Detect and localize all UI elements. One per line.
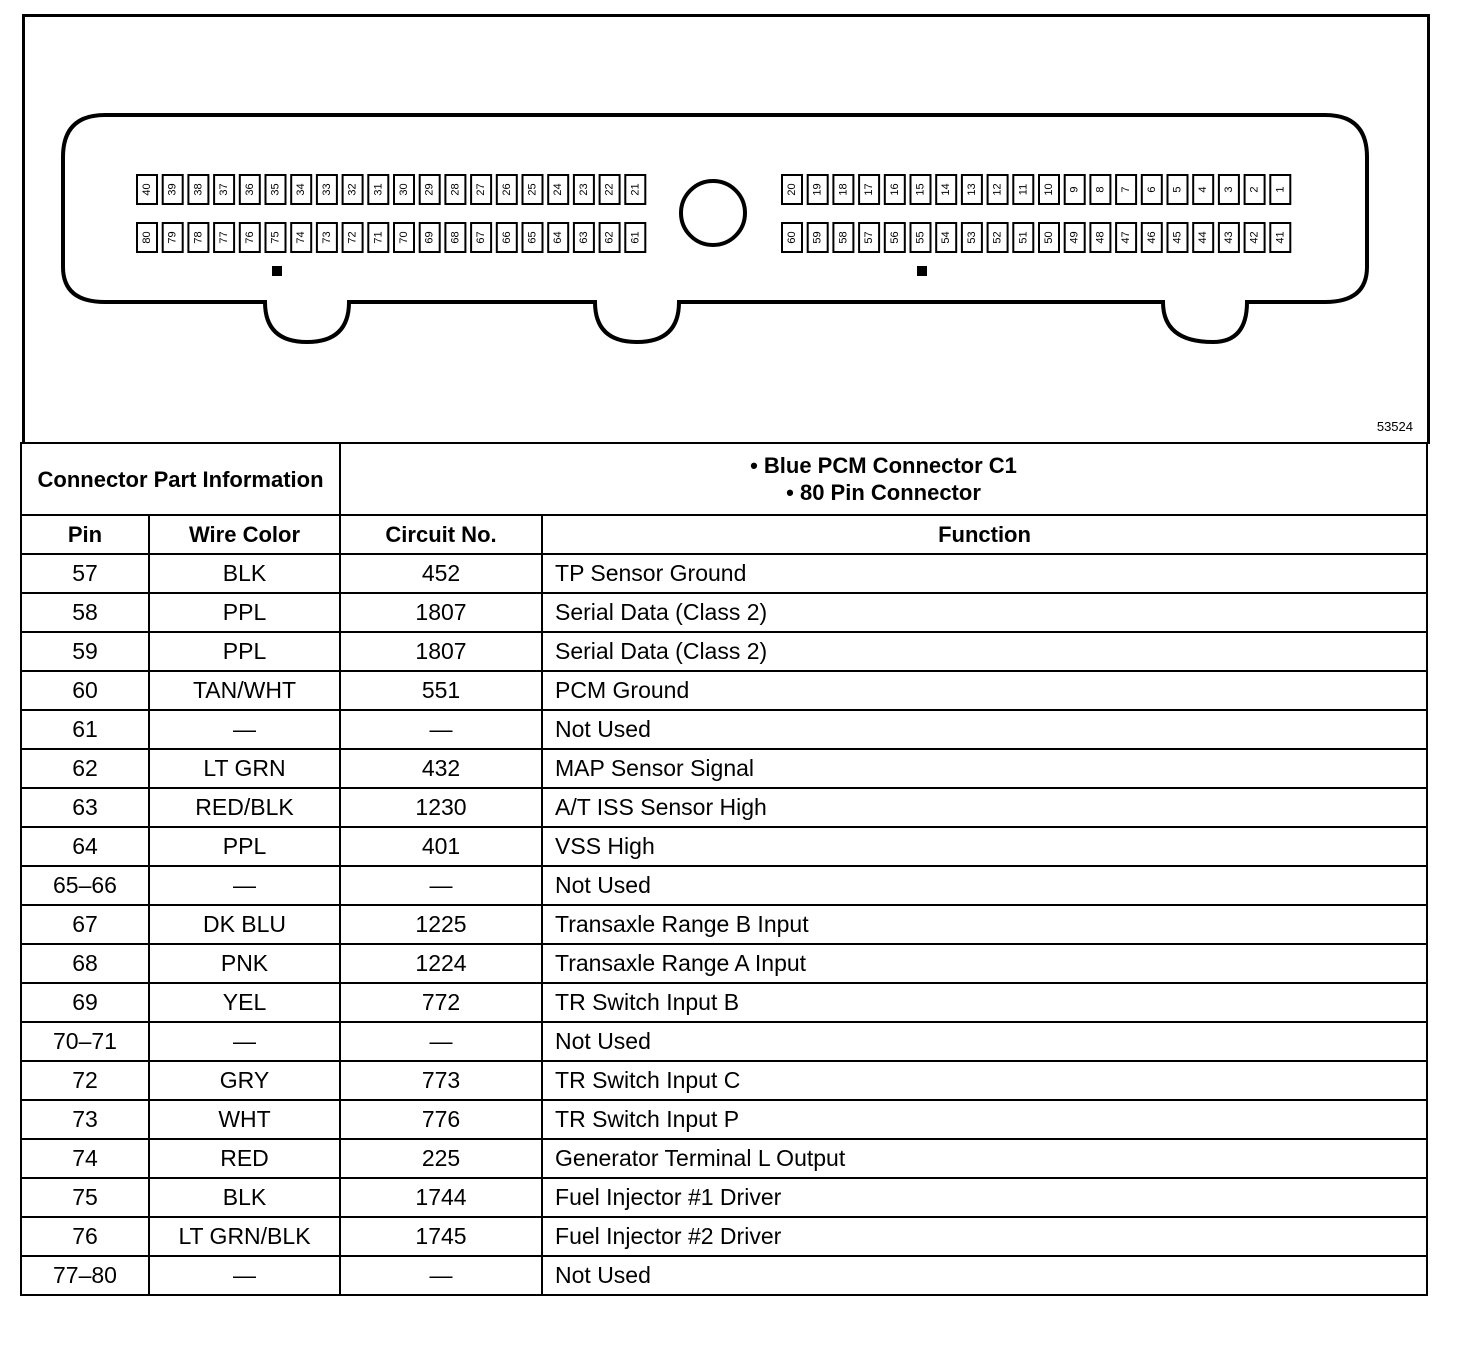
pin-number: 67: [475, 231, 488, 244]
pin-cell: 62: [21, 749, 149, 788]
table-row: [21, 1061, 1427, 1100]
pin-number: 3: [1222, 186, 1235, 193]
function-cell: Not Used: [542, 1022, 1427, 1061]
pin-number: 41: [1274, 231, 1287, 244]
pin-number: 70: [398, 231, 410, 244]
pin-number: 68: [449, 231, 462, 244]
pin-number: 73: [320, 231, 333, 244]
pin-number: 23: [577, 183, 590, 196]
table-row: [21, 1256, 1427, 1295]
pin-cell: 64: [21, 827, 149, 866]
pin-number: 43: [1222, 231, 1235, 244]
connector-info-line: • 80 Pin Connector: [786, 480, 981, 505]
pin-number: 47: [1120, 231, 1133, 244]
left-key-marker: [272, 266, 282, 276]
table-row: [21, 944, 1427, 983]
pin-grid: [137, 175, 1290, 252]
table-row: [21, 710, 1427, 749]
table-row: [21, 671, 1427, 710]
wire-color-cell: —: [149, 710, 340, 749]
table-row: [21, 1022, 1427, 1061]
wire-color-cell: —: [149, 1256, 340, 1295]
pin-number: 51: [1017, 231, 1030, 244]
function-cell: TR Switch Input B: [542, 983, 1427, 1022]
function-cell: A/T ISS Sensor High: [542, 788, 1427, 827]
pin-cell: 58: [21, 593, 149, 632]
function-cell: Serial Data (Class 2): [542, 593, 1427, 632]
figure-id: 53524: [1376, 419, 1413, 434]
function-cell: PCM Ground: [542, 671, 1427, 710]
function-cell: VSS High: [542, 827, 1427, 866]
pin-cell: 74: [21, 1139, 149, 1178]
pin-number: 7: [1120, 186, 1133, 193]
table-row: [21, 788, 1427, 827]
pin-number: 15: [914, 183, 927, 196]
pin-number: 63: [577, 231, 590, 244]
pin-number: 14: [940, 183, 953, 196]
pin-number: 31: [372, 183, 385, 196]
pin-number: 40: [141, 183, 153, 196]
connector-part-info-label: Connector Part Information: [21, 443, 340, 515]
pin-number: 36: [243, 183, 256, 196]
circuit-no-cell: 452: [340, 554, 542, 593]
circuit-no-cell: 1744: [340, 1178, 542, 1217]
wire-color-cell: PPL: [149, 632, 340, 671]
function-cell: Not Used: [542, 1256, 1427, 1295]
circuit-no-cell: 1230: [340, 788, 542, 827]
wire-color-cell: PNK: [149, 944, 340, 983]
pin-number: 49: [1068, 231, 1081, 244]
function-cell: Generator Terminal L Output: [542, 1139, 1427, 1178]
pin-cell: 67: [21, 905, 149, 944]
table-row: [21, 1178, 1427, 1217]
pin-number: 11: [1017, 183, 1030, 196]
pin-rows: [21, 554, 1427, 1295]
wire-color-cell: —: [149, 1022, 340, 1061]
pin-number: 59: [811, 231, 824, 244]
wire-color-cell: —: [149, 866, 340, 905]
right-key-marker: [917, 266, 927, 276]
pin-number: 48: [1094, 231, 1107, 244]
column-header-row: [21, 515, 1427, 554]
pin-number: 39: [166, 183, 179, 196]
wire-color-cell: BLK: [149, 1178, 340, 1217]
pin-cell: 63: [21, 788, 149, 827]
pin-number: 62: [603, 231, 616, 244]
circuit-no-cell: 1745: [340, 1217, 542, 1256]
table-row: [21, 866, 1427, 905]
table-row: [21, 1217, 1427, 1256]
pin-number: 20: [786, 183, 798, 196]
connector-center-hole: [681, 181, 745, 245]
pin-number: 19: [811, 183, 824, 196]
circuit-no-cell: 772: [340, 983, 542, 1022]
column-header-wire-color: Wire Color: [149, 515, 340, 554]
circuit-no-cell: 1225: [340, 905, 542, 944]
pin-cell: 77–80: [21, 1256, 149, 1295]
pin-number: 76: [243, 231, 256, 244]
pin-number: 45: [1171, 231, 1184, 244]
pin-number: 69: [423, 231, 436, 244]
pin-number: 55: [914, 231, 927, 244]
circuit-no-cell: 432: [340, 749, 542, 788]
circuit-no-cell: 1807: [340, 632, 542, 671]
pin-table: [20, 442, 1428, 1296]
pin-number: 32: [346, 183, 359, 196]
circuit-no-cell: 401: [340, 827, 542, 866]
pin-number: 71: [372, 231, 385, 244]
circuit-no-cell: —: [340, 866, 542, 905]
pin-number: 61: [629, 231, 642, 244]
pin-number: 18: [837, 183, 850, 196]
circuit-no-cell: —: [340, 710, 542, 749]
pin-number: 8: [1094, 186, 1107, 193]
pin-number: 30: [398, 183, 410, 196]
table-row: [21, 632, 1427, 671]
pin-number: 42: [1248, 231, 1261, 244]
pin-number: 74: [295, 231, 308, 244]
pin-number: 28: [449, 183, 462, 196]
table-row: [21, 827, 1427, 866]
pin-number: 17: [863, 183, 876, 196]
pin-number: 37: [218, 183, 231, 196]
pin-number: 57: [863, 231, 876, 244]
pin-number: 80: [141, 231, 153, 244]
pin-number: 22: [603, 183, 616, 196]
function-cell: TR Switch Input C: [542, 1061, 1427, 1100]
function-cell: Serial Data (Class 2): [542, 632, 1427, 671]
pin-number: 60: [786, 231, 798, 244]
pin-number: 5: [1171, 186, 1184, 193]
pin-number: 75: [269, 231, 282, 244]
pin-number: 79: [166, 231, 179, 244]
wire-color-cell: WHT: [149, 1100, 340, 1139]
column-header-pin: Pin: [21, 515, 149, 554]
wire-color-cell: YEL: [149, 983, 340, 1022]
pin-number: 29: [423, 183, 436, 196]
pin-number: 10: [1043, 183, 1055, 196]
pin-number: 25: [526, 183, 539, 196]
pin-number: 50: [1043, 231, 1055, 244]
table-row: [21, 554, 1427, 593]
table-row: [21, 593, 1427, 632]
pin-number: 9: [1068, 186, 1081, 193]
pin-cell: 72: [21, 1061, 149, 1100]
pin-number: 24: [552, 183, 565, 196]
pin-cell: 57: [21, 554, 149, 593]
circuit-no-cell: —: [340, 1022, 542, 1061]
pin-number: 58: [837, 231, 850, 244]
function-cell: TR Switch Input P: [542, 1100, 1427, 1139]
connector-info-lines: [340, 443, 1427, 515]
pin-number: 4: [1197, 186, 1210, 193]
pin-cell: 61: [21, 710, 149, 749]
pin-number: 16: [888, 183, 901, 196]
wire-color-cell: PPL: [149, 593, 340, 632]
function-cell: Not Used: [542, 710, 1427, 749]
wire-color-cell: RED: [149, 1139, 340, 1178]
pin-cell: 73: [21, 1100, 149, 1139]
function-cell: Fuel Injector #1 Driver: [542, 1178, 1427, 1217]
circuit-no-cell: 1224: [340, 944, 542, 983]
pin-number: 66: [500, 231, 513, 244]
wire-color-cell: RED/BLK: [149, 788, 340, 827]
function-cell: TP Sensor Ground: [542, 554, 1427, 593]
pin-cell: 75: [21, 1178, 149, 1217]
connector-info-line: • Blue PCM Connector C1: [750, 453, 1017, 478]
pin-number: 26: [500, 183, 513, 196]
column-header-function: Function: [542, 515, 1427, 554]
pin-cell: 59: [21, 632, 149, 671]
function-cell: Transaxle Range A Input: [542, 944, 1427, 983]
function-cell: Fuel Injector #2 Driver: [542, 1217, 1427, 1256]
pin-number: 27: [475, 183, 488, 196]
circuit-no-cell: 1807: [340, 593, 542, 632]
wire-color-cell: PPL: [149, 827, 340, 866]
function-cell: Transaxle Range B Input: [542, 905, 1427, 944]
table-row: [21, 905, 1427, 944]
circuit-no-cell: 225: [340, 1139, 542, 1178]
pin-number: 65: [526, 231, 539, 244]
function-cell: Not Used: [542, 866, 1427, 905]
pin-number: 54: [940, 231, 953, 244]
pin-cell: 69: [21, 983, 149, 1022]
circuit-no-cell: 551: [340, 671, 542, 710]
pin-number: 64: [552, 231, 565, 244]
table-row: [21, 1100, 1427, 1139]
pin-number: 21: [629, 183, 642, 196]
pin-number: 2: [1248, 186, 1261, 193]
pin-number: 78: [192, 231, 205, 244]
table-row: [21, 749, 1427, 788]
pin-number: 44: [1197, 231, 1210, 244]
pin-number: 13: [965, 183, 978, 196]
wire-color-cell: DK BLU: [149, 905, 340, 944]
pin-cell: 65–66: [21, 866, 149, 905]
pin-number: 1: [1274, 186, 1287, 193]
wire-color-cell: LT GRN: [149, 749, 340, 788]
wire-color-cell: GRY: [149, 1061, 340, 1100]
pin-number: 38: [192, 183, 205, 196]
pin-number: 6: [1145, 186, 1158, 193]
circuit-no-cell: —: [340, 1256, 542, 1295]
function-cell: MAP Sensor Signal: [542, 749, 1427, 788]
connector-figure: [22, 14, 1430, 444]
pin-cell: 68: [21, 944, 149, 983]
pin-number: 53: [965, 231, 978, 244]
pin-cell: 70–71: [21, 1022, 149, 1061]
column-header-circuit-no: Circuit No.: [340, 515, 542, 554]
pin-number: 56: [888, 231, 901, 244]
connector-body-outline: [63, 115, 1367, 342]
table-row: [21, 983, 1427, 1022]
pin-number: 35: [269, 183, 282, 196]
pin-number: 33: [320, 183, 333, 196]
pin-number: 34: [295, 183, 308, 196]
pin-cell: 76: [21, 1217, 149, 1256]
pin-number: 72: [346, 231, 359, 244]
pin-number: 46: [1145, 231, 1158, 244]
wire-color-cell: BLK: [149, 554, 340, 593]
pin-cell: 60: [21, 671, 149, 710]
connector-diagram: [25, 17, 1427, 444]
pin-number: 77: [218, 231, 231, 244]
info-header-row: [21, 443, 1427, 515]
circuit-no-cell: 776: [340, 1100, 542, 1139]
table-row: [21, 1139, 1427, 1178]
pin-number: 52: [991, 231, 1004, 244]
circuit-no-cell: 773: [340, 1061, 542, 1100]
wire-color-cell: LT GRN/BLK: [149, 1217, 340, 1256]
wire-color-cell: TAN/WHT: [149, 671, 340, 710]
pin-number: 12: [991, 183, 1004, 196]
